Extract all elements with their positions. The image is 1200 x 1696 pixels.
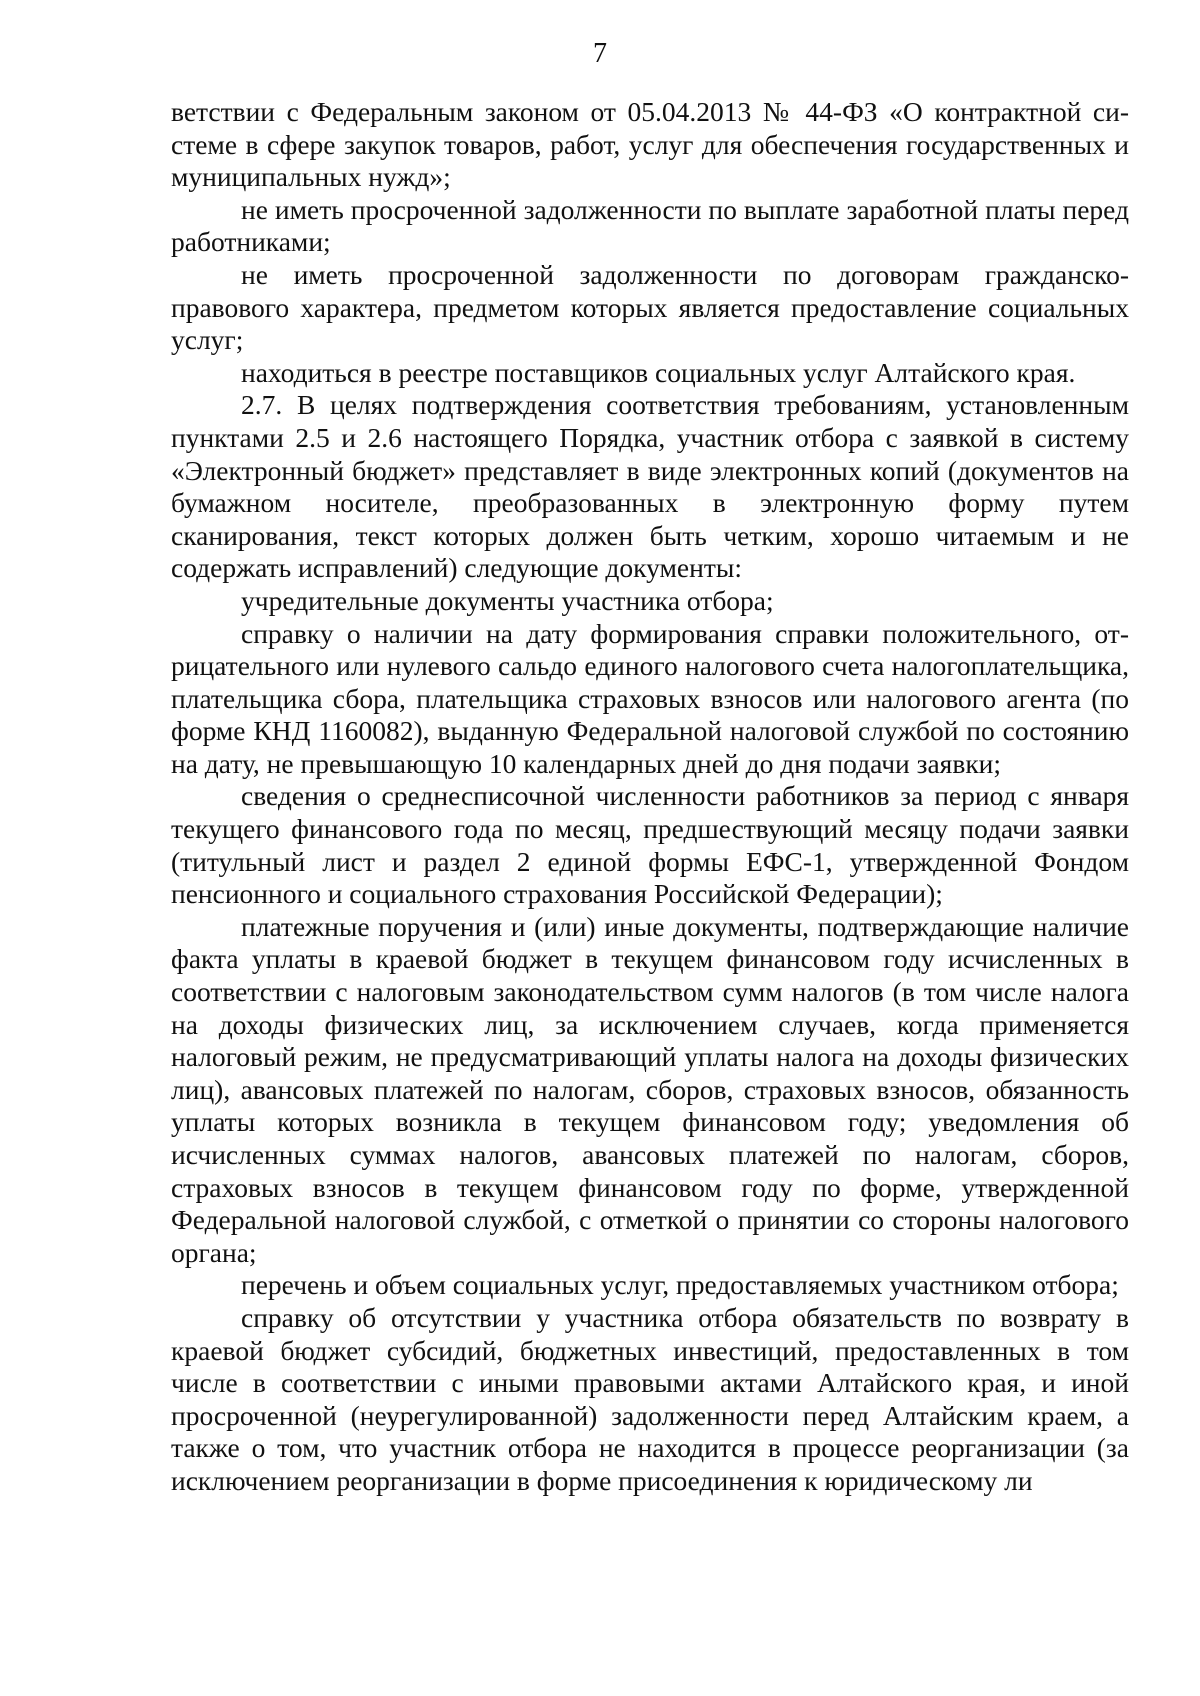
list-item-founding-documents: учредительные документы участника отбора; [241, 584, 774, 616]
list-item-services-list: перечень и объем социальных услуг, предоставляемых участником отбора; [241, 1269, 1119, 1301]
paragraph-no-contract-debt: не иметь просроченной задолженности по договорам гражданско-правового характера, предметом которых является предоставление социальных услуг; [171, 258, 1129, 356]
paragraph-continuation: ветствии с Федеральным законом от 05.04.2013 № 44-ФЗ «О контрактной системе в сфере закупок товаров, работ, услуг для обеспечения государственных и муниципальных нужд»; [171, 96, 1129, 193]
paragraph-section-2-7: 2.7. В целях подтверждения соответствия требованиям, установленным пунктами 2.5 и 2.6 настоящего Порядка, участник отбора с заявкой в систему «Электронный бюджет» представляет в виде электронных копий (документов на бумажном носителе, преобразованных в электронную форму путем сканирования, текст которых должен быть четким, хорошо читаемым и не содержать исправлений) следующие документы: [171, 389, 1129, 584]
list-item-headcount-info: сведения о среднесписочной численности работников за период с января текущего финансового года по месяц, предшествующий месяцу подачи заявки (титульный лист и раздел 2 единой формы ЕФС-1, утвержденной Фондом пенсионного и социального страхования Российской Федерации); [171, 780, 1129, 910]
paragraph-no-wage-debt: не иметь просроченной задолженности по выплате заработной платы перед работниками; [171, 193, 1129, 258]
list-item-payment-orders: платежные поручения и (или) иные документы, подтверждающие наличие факта уплаты в краевой бюджет в текущем финансовом году исчисленных в соответствии с налоговым законодательством сумм налогов (в том числе налога на доходы физических лиц, за исключением случаев, когда применяется налоговый режим, не предусматривающий уплаты налога на доходы физических лиц), авансовых платежей по налогам, сборов, страховых взносов, обязанность уплаты которых возникла в текущем финансовом году; уведомления об исчисленных суммах налогов, авансовых платежей по налогам, сборов, страховых взносов в текущем финансовом году по форме, утвержденной Федеральной налоговой службой, с отметкой о принятии со стороны налогового органа; [171, 910, 1129, 1268]
document-body [171, 96, 1129, 1498]
paragraph-registry: находиться в реестре поставщиков социальных услуг Алтайского края. [241, 356, 1076, 388]
list-item-tax-balance-certificate: справку о наличии на дату формирования справки положительного, отрицательного или нулевого сальдо единого налогового счета налогоплательщика, плательщика сбора, плательщика страховых взносов или налогового агента (по форме КНД 1160082), выданную Федеральной налоговой службой по состоянию на дату, не превышающую 10 календарных дней до дня подачи заявки; [171, 617, 1129, 779]
list-item-no-obligations-certificate: справку об отсутствии у участника отбора обязательств по возврату в краевой бюджет субсидий, бюджетных инвестиций, предоставленных в том числе в соответствии с иными правовыми актами Алтайского края, и иной просроченной (неурегулированной) задолженности перед Алтайским краем, а также о том, что участник отбора не находится в процессе реорганизации (за исключением реорганизации в форме присоединения к юридическому ли [171, 1301, 1129, 1496]
page-number: 7 [593, 38, 607, 69]
